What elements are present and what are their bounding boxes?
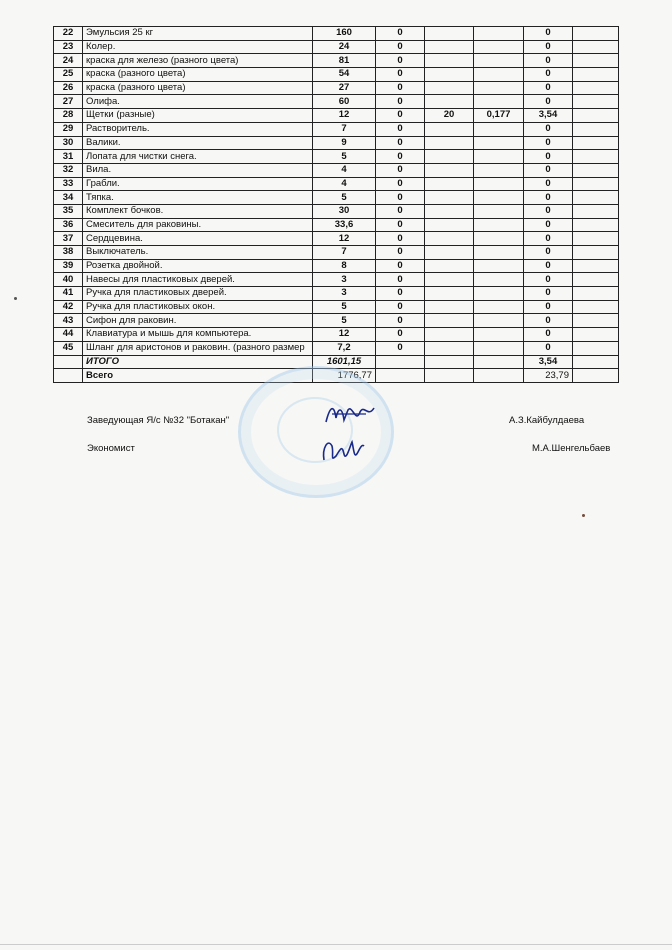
item-col3: 0 [376,232,425,246]
item-quantity: 30 [313,204,376,218]
item-total: 0 [524,150,573,164]
item-quantity: 5 [313,191,376,205]
vsego-label: Всего [83,369,313,383]
item-col3: 0 [376,259,425,273]
table-row [54,150,619,164]
table-row [54,273,619,287]
item-col4 [425,191,474,205]
item-col3: 0 [376,109,425,123]
item-quantity: 4 [313,177,376,191]
item-total: 0 [524,191,573,205]
item-total: 0 [524,27,573,41]
item-name: Вила. [83,163,313,177]
table-body [54,27,619,356]
item-name: Комплект бочков. [83,204,313,218]
item-extra [573,300,619,314]
item-quantity: 7 [313,122,376,136]
item-total: 0 [524,95,573,109]
item-name: Клавиатура и мышь для компьютера. [83,328,313,342]
item-col4 [425,136,474,150]
item-total: 0 [524,40,573,54]
item-col3: 0 [376,328,425,342]
head-title: Заведующая Я/с №32 "Ботакан" [87,415,230,426]
item-total: 0 [524,218,573,232]
item-col4 [425,218,474,232]
item-col4 [425,300,474,314]
row-number: 38 [54,246,83,260]
item-col3: 0 [376,204,425,218]
item-extra [573,341,619,355]
itogo-row [54,355,619,369]
item-col5 [474,27,524,41]
item-extra [573,163,619,177]
head-signature [322,400,380,430]
item-col5 [474,136,524,150]
row-number: 33 [54,177,83,191]
item-extra [573,232,619,246]
table-row [54,287,619,301]
item-col5 [474,314,524,328]
item-total: 0 [524,314,573,328]
item-total: 0 [524,136,573,150]
item-total: 0 [524,177,573,191]
item-name: Розетка двойной. [83,259,313,273]
item-extra [573,40,619,54]
item-quantity: 9 [313,136,376,150]
item-quantity: 4 [313,163,376,177]
item-col5 [474,95,524,109]
item-name: Эмульсия 25 кг [83,27,313,41]
ink-speck [14,297,17,300]
item-name: Валики. [83,136,313,150]
item-extra [573,287,619,301]
item-col3: 0 [376,40,425,54]
item-col3: 0 [376,95,425,109]
item-col5 [474,54,524,68]
item-total: 0 [524,246,573,260]
item-extra [573,314,619,328]
item-col5 [474,122,524,136]
item-total: 0 [524,328,573,342]
row-number: 42 [54,300,83,314]
row-number: 41 [54,287,83,301]
item-col3: 0 [376,81,425,95]
item-total: 0 [524,54,573,68]
row-number: 27 [54,95,83,109]
item-name: краска (разного цвета) [83,68,313,82]
item-name: Колер. [83,40,313,54]
item-col5 [474,177,524,191]
item-name: Олифа. [83,95,313,109]
item-extra [573,122,619,136]
item-col4 [425,122,474,136]
item-col4 [425,328,474,342]
item-total: 0 [524,341,573,355]
item-col3: 0 [376,27,425,41]
item-col3: 0 [376,150,425,164]
item-name: Шланг для аристонов и раковин. (разного размер [83,341,313,355]
item-quantity: 7 [313,246,376,260]
item-extra [573,81,619,95]
item-extra [573,150,619,164]
item-name: Ручка для пластиковых окон. [83,300,313,314]
economist-name: М.А.Шенгельбаев [532,443,611,454]
item-col5: 0,177 [474,109,524,123]
item-name: Растворитель. [83,122,313,136]
table-row [54,122,619,136]
item-extra [573,246,619,260]
item-total: 0 [524,287,573,301]
item-col5 [474,40,524,54]
item-extra [573,109,619,123]
item-name: Выключатель. [83,246,313,260]
item-quantity: 24 [313,40,376,54]
item-quantity: 81 [313,54,376,68]
table-row [54,27,619,41]
page-edge [0,944,672,945]
item-quantity: 12 [313,232,376,246]
item-col4 [425,232,474,246]
item-quantity: 7,2 [313,341,376,355]
item-col4 [425,27,474,41]
item-total: 0 [524,259,573,273]
item-quantity: 3 [313,273,376,287]
item-extra [573,328,619,342]
row-number: 30 [54,136,83,150]
item-col5 [474,81,524,95]
ink-speck [582,514,585,517]
row-number: 24 [54,54,83,68]
item-col3: 0 [376,163,425,177]
row-number: 29 [54,122,83,136]
economist-signature [318,434,366,466]
item-extra [573,218,619,232]
item-col4 [425,246,474,260]
item-col3: 0 [376,314,425,328]
table-row [54,163,619,177]
item-col3: 0 [376,68,425,82]
item-total: 0 [524,273,573,287]
table-row [54,232,619,246]
row-number: 25 [54,68,83,82]
item-col5 [474,287,524,301]
table-row [54,136,619,150]
vsego-total: 23,79 [524,369,573,383]
item-total: 0 [524,300,573,314]
item-quantity: 54 [313,68,376,82]
row-number: 23 [54,40,83,54]
row-number: 39 [54,259,83,273]
item-col3: 0 [376,300,425,314]
item-quantity: 60 [313,95,376,109]
table-row [54,328,619,342]
item-name: Навесы для пластиковых дверей. [83,273,313,287]
table-row [54,95,619,109]
item-col3: 0 [376,341,425,355]
item-extra [573,177,619,191]
item-extra [573,27,619,41]
table-row [54,204,619,218]
item-quantity: 5 [313,150,376,164]
item-extra [573,273,619,287]
official-stamp [238,366,394,498]
row-number: 22 [54,27,83,41]
item-name: Ручка для пластиковых дверей. [83,287,313,301]
item-total: 0 [524,81,573,95]
item-quantity: 5 [313,314,376,328]
table-row [54,40,619,54]
row-number: 40 [54,273,83,287]
item-total: 0 [524,232,573,246]
table-row [54,300,619,314]
item-name: Сердцевина. [83,232,313,246]
row-number: 44 [54,328,83,342]
row-number: 26 [54,81,83,95]
item-name: Лопата для чистки снега. [83,150,313,164]
economist-title: Экономист [87,443,135,454]
item-col5 [474,218,524,232]
item-col5 [474,150,524,164]
item-quantity: 5 [313,300,376,314]
table-row [54,177,619,191]
item-extra [573,259,619,273]
row-number: 31 [54,150,83,164]
item-extra [573,191,619,205]
item-quantity: 12 [313,109,376,123]
item-col3: 0 [376,136,425,150]
item-quantity: 3 [313,287,376,301]
row-number: 45 [54,341,83,355]
item-col4 [425,68,474,82]
item-extra [573,54,619,68]
item-quantity: 12 [313,328,376,342]
item-name: Сифон для раковин. [83,314,313,328]
item-name: Тяпка. [83,191,313,205]
item-col4: 20 [425,109,474,123]
inventory-table [53,26,619,383]
item-quantity: 160 [313,27,376,41]
table-row [54,218,619,232]
row-number: 34 [54,191,83,205]
item-col4 [425,341,474,355]
item-col4 [425,287,474,301]
item-extra [573,95,619,109]
item-total: 0 [524,204,573,218]
item-col3: 0 [376,177,425,191]
itogo-label: ИТОГО [83,355,313,369]
table-row [54,81,619,95]
item-col3: 0 [376,273,425,287]
item-quantity: 33,6 [313,218,376,232]
itogo-qty: 1601,15 [313,355,376,369]
item-col5 [474,259,524,273]
item-col5 [474,68,524,82]
row-number: 43 [54,314,83,328]
table-row [54,109,619,123]
item-col4 [425,204,474,218]
item-col4 [425,54,474,68]
item-col5 [474,204,524,218]
table-row [54,54,619,68]
item-col5 [474,163,524,177]
item-col3: 0 [376,246,425,260]
item-total: 0 [524,122,573,136]
item-col5 [474,341,524,355]
item-extra [573,204,619,218]
item-name: краска (разного цвета) [83,81,313,95]
table-row [54,68,619,82]
item-col3: 0 [376,218,425,232]
table-row [54,314,619,328]
item-col3: 0 [376,287,425,301]
item-name: краска для железо (разного цвета) [83,54,313,68]
table-row [54,259,619,273]
item-col3: 0 [376,122,425,136]
vsego-qty: 1776,77 [313,369,376,383]
item-name: Щетки (разные) [83,109,313,123]
item-col5 [474,232,524,246]
item-col4 [425,150,474,164]
item-col4 [425,81,474,95]
row-number: 35 [54,204,83,218]
item-col4 [425,177,474,191]
item-extra [573,136,619,150]
item-quantity: 27 [313,81,376,95]
item-quantity: 8 [313,259,376,273]
table-row [54,246,619,260]
item-col3: 0 [376,54,425,68]
row-number: 32 [54,163,83,177]
table-row [54,341,619,355]
row-number: 28 [54,109,83,123]
item-col4 [425,40,474,54]
head-name: А.З.Кайбулдаева [509,415,585,426]
item-name: Смеситель для раковины. [83,218,313,232]
item-col5 [474,328,524,342]
table-row [54,191,619,205]
item-total: 0 [524,163,573,177]
item-col5 [474,191,524,205]
item-col4 [425,163,474,177]
item-col4 [425,259,474,273]
item-col3: 0 [376,191,425,205]
item-col4 [425,314,474,328]
item-extra [573,68,619,82]
item-col5 [474,273,524,287]
item-col5 [474,300,524,314]
row-number: 36 [54,218,83,232]
item-total: 0 [524,68,573,82]
item-name: Грабли. [83,177,313,191]
item-total: 3,54 [524,109,573,123]
item-col5 [474,246,524,260]
item-col4 [425,95,474,109]
row-number: 37 [54,232,83,246]
itogo-total: 3,54 [524,355,573,369]
item-col4 [425,273,474,287]
